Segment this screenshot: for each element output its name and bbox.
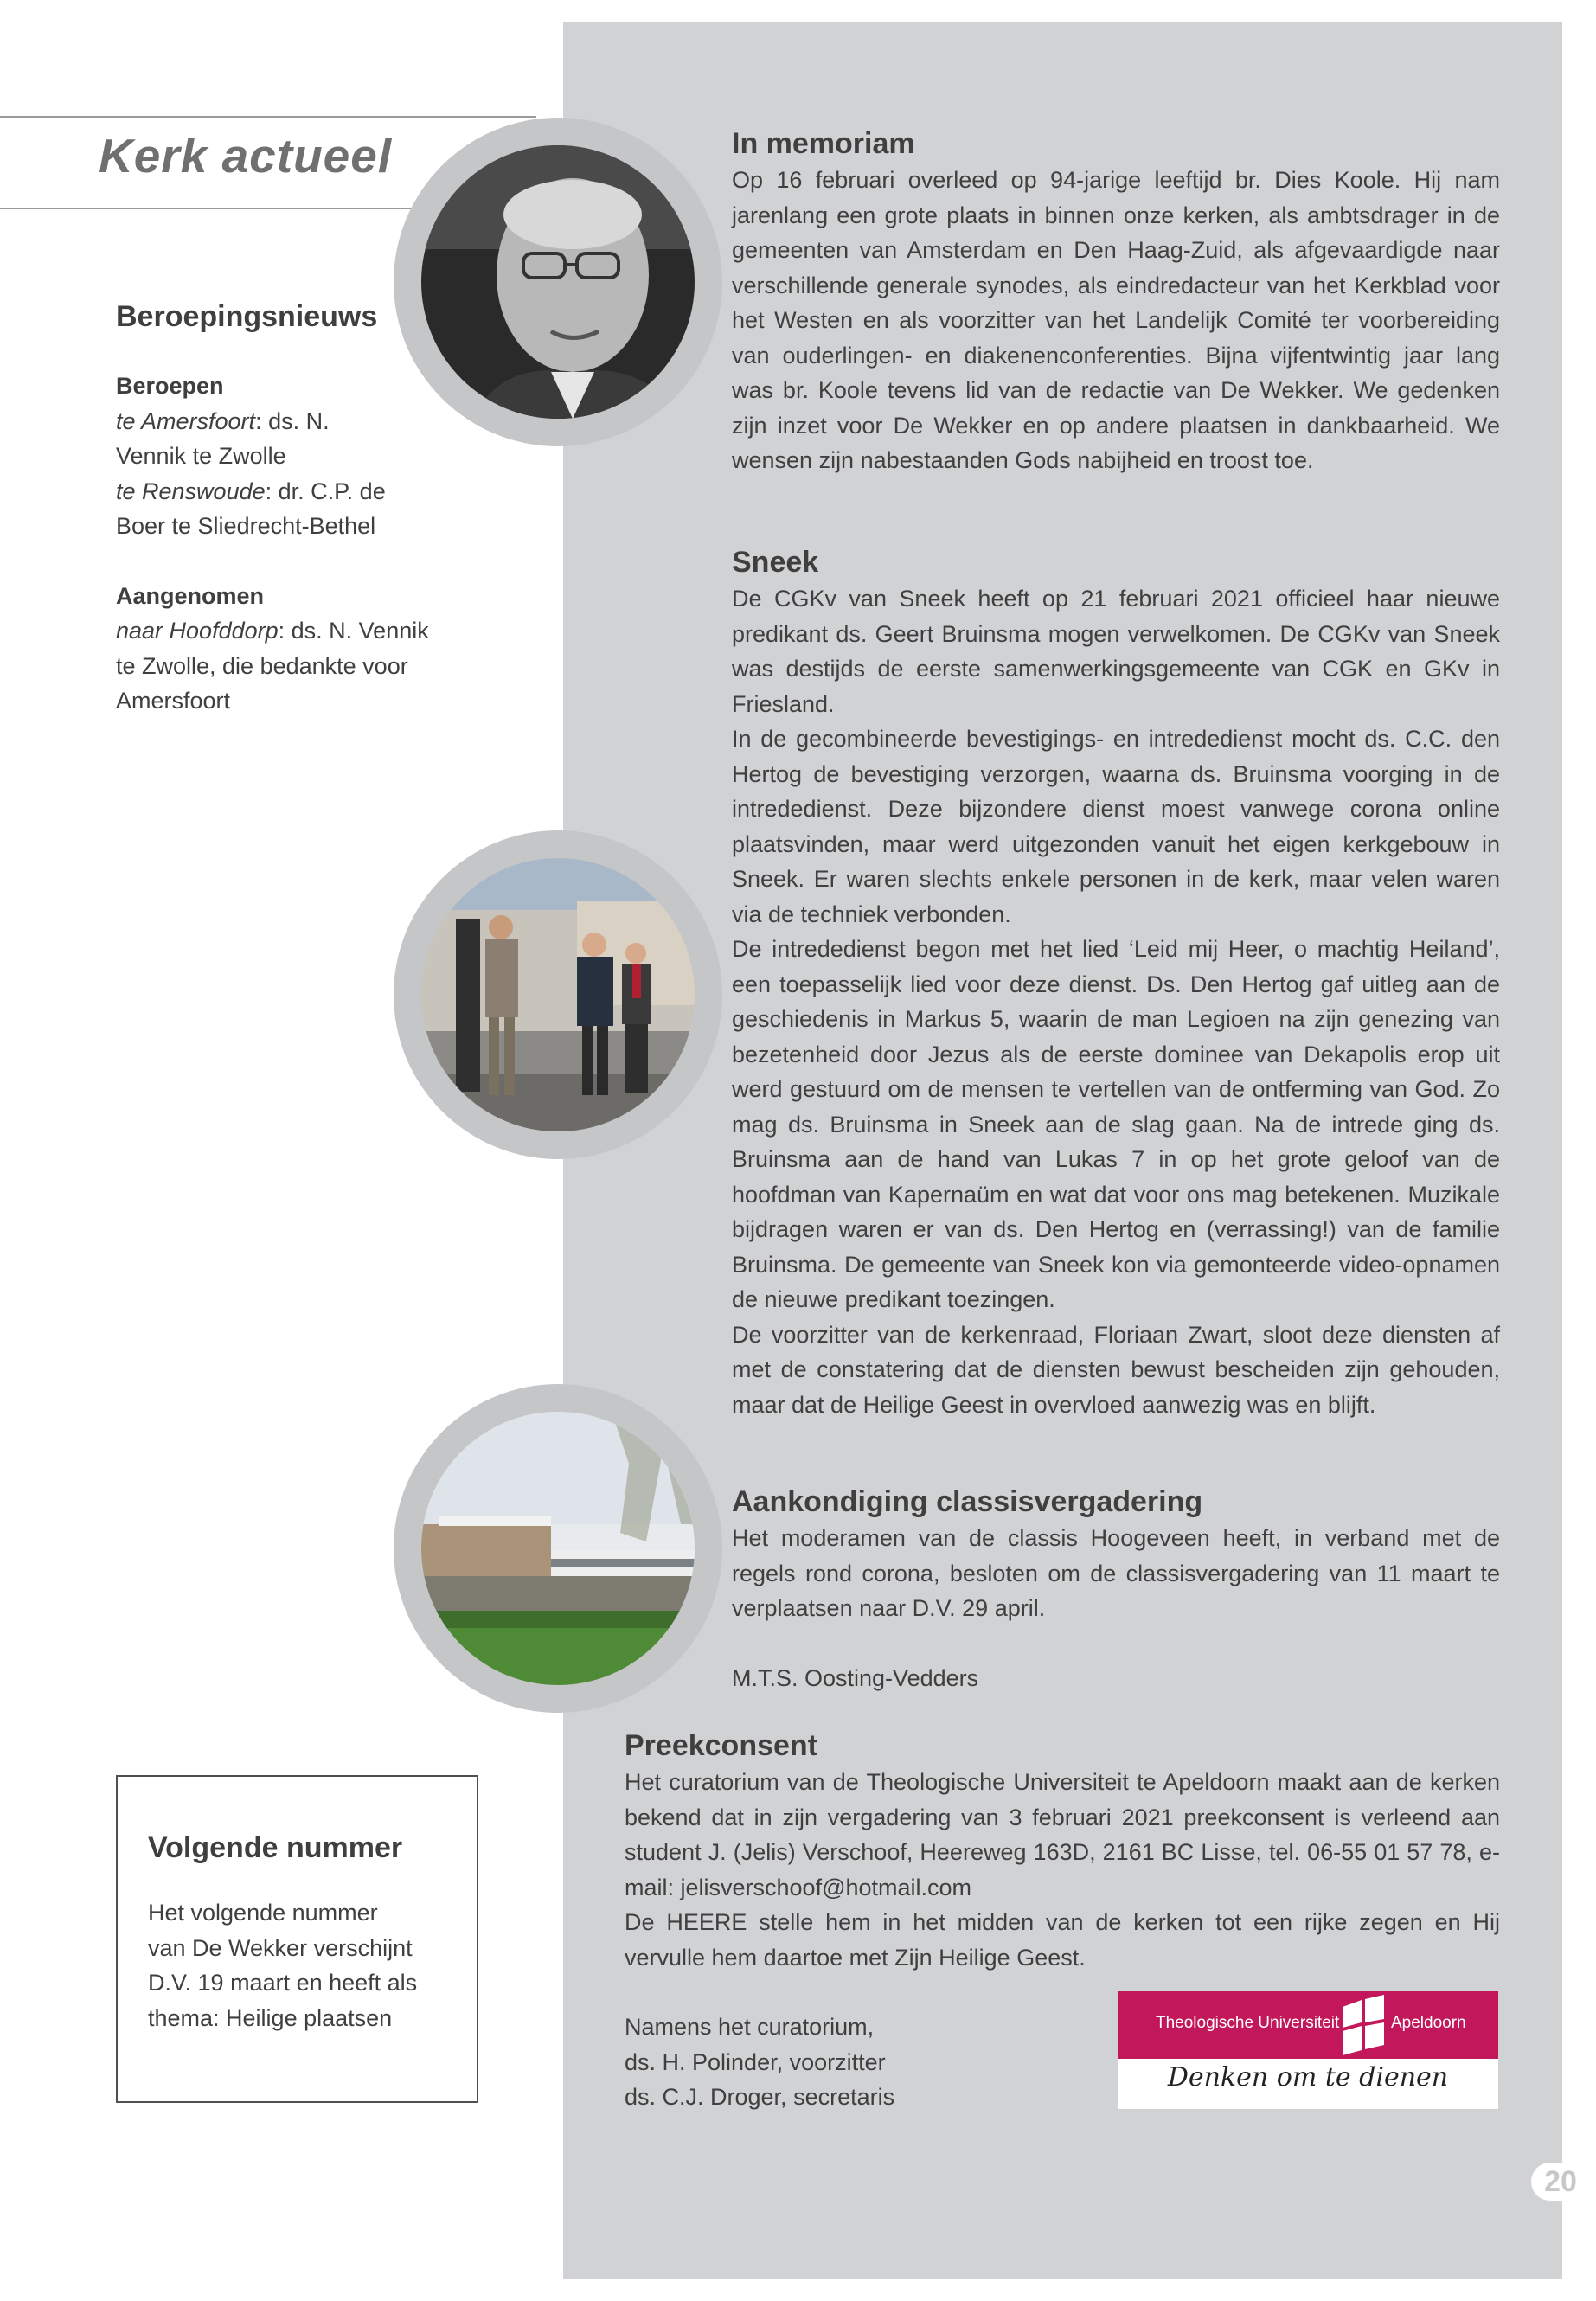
- header-rule-bottom: [0, 208, 433, 209]
- in-memoriam-body: Op 16 februari overleed op 94-jarige leeftijd br. Dies Koole. Hij nam jarenlang een grote plaats in binnen onze kerken, als ambtsdrager in de gemeenten van Amsterdam en Den Haag-Zuid, als afgevaardigde naar verschillende generale synodes, als eindredacteur van het Kerkblad voor het Westen en als voorzitter van het Landelijk Comité ter voorbereiding van ouderlingen- en diakenenconferenties. Bijna vijfentwintig jaar lang was br. Koole tevens lid van de redactie van De Wekker. We gedenken zijn inzet voor De Wekker en op andere plaatsen in dankbaarheid. We wensen zijn nabestaanden Gods nabijheid en troost toe.: [732, 167, 1500, 473]
- beroepingsnieuws-sidebar: [116, 298, 462, 719]
- church-service-photo: [421, 858, 695, 1131]
- logo-left-text: Theologische Universiteit: [1156, 2014, 1340, 2032]
- volgende-nummer-line-4: thema: Heilige plaatsen: [148, 2004, 393, 2031]
- volgende-nummer-box: [116, 1775, 478, 2103]
- aangenomen-entry-place: naar Hoofddorp: [116, 618, 279, 644]
- preekconsent-body-2: De HEERE stelle hem in het midden van de kerken tot een rijke zegen en Hij vervulle hem daartoe met Zijn Heilige Geest.: [625, 1909, 1500, 1971]
- preekconsent-sign-3: ds. C.J. Droger, secretaris: [625, 2084, 895, 2110]
- beroepen-entry-1-place: te Amersfoort: [116, 407, 256, 434]
- aangenomen-label: Aangenomen: [116, 582, 265, 609]
- in-memoriam-title: In memoriam: [732, 127, 915, 160]
- sneek-paragraph-3: De intrededienst begon met het lied ‘Leid mij Heer, o machtig Heiland’, een toepasselijk lied voor deze dienst. Ds. Den Hertog gaf uitleg aan de geschiedenis in Markus 5, waarin de man Legioen na zijn genezing van bezetenheid door Jezus als de eerste dominee van Dekapolis erop uit werd gestuurd om de mensen te vertellen van de ontferming van God. Zo mag ds. Bruinsma in Sneek aan de slag gaan. Na de intrede ging ds. Bruinsma aan de hand van Lukas 7 in op het grote geloof van de hoofdman van Kapernaüm en wat dat voor ons mag betekenen. Muzikale bijdragen waren er van ds. Den Hertog en (verrassing!) van de familie Bruinsma. De gemeente van Sneek kon via gemonteerde video-opnamen de nieuwe predikant toezingen.: [732, 936, 1500, 1312]
- logo-motto: Denken om te dienen: [1167, 2062, 1449, 2093]
- sneek-paragraph-1: De CGKv van Sneek heeft op 21 februari 2021 officieel haar nieuwe predikant ds. Geert Bruinsma mogen verwelkomen. De CGKv van Sneek was destijds de eerste samenwerkingsgemeente van CGK en GKv in Friesland.: [732, 586, 1500, 717]
- classis-body: Het moderamen van de classis Hoogeveen heeft, in verband met de regels rond corona, besloten om de classisvergadering van 11 maart te verplaatsen naar D.V. 29 april.: [732, 1525, 1500, 1621]
- article-in-memoriam: [732, 125, 1500, 478]
- portrait-photo: [421, 145, 695, 419]
- aangenomen-entry-line3: Amersfoort: [116, 688, 231, 714]
- aangenomen-entry: [116, 613, 462, 649]
- aangenomen-entry-text: : ds. N. Vennik: [278, 618, 429, 644]
- logo-banner: [1118, 1991, 1498, 2059]
- volgende-nummer-title: Volgende nummer: [148, 1831, 403, 1864]
- beroepen-entry-1-text: : ds. N.: [255, 407, 330, 434]
- building-photo: [421, 1412, 695, 1685]
- volgende-nummer-line-2: van De Wekker verschijnt: [148, 1934, 413, 1961]
- preekconsent-sign-2: ds. H. Polinder, voorzitter: [625, 2048, 886, 2075]
- church-service-photo-circle: [394, 830, 722, 1159]
- section-title: Kerk actueel: [99, 129, 393, 183]
- beroepen-label: Beroepen: [116, 373, 224, 399]
- theologische-universiteit-logo: [1118, 1991, 1498, 2109]
- beroepen-entry-2-place: te Renswoude: [116, 478, 266, 504]
- volgende-nummer-line-3: D.V. 19 maart en heeft als: [148, 1970, 418, 1996]
- volgende-nummer-line-1: Het volgende nummer: [148, 1900, 378, 1926]
- header-rule-top: [0, 116, 536, 118]
- preekconsent-title: Preekconsent: [625, 1729, 817, 1762]
- aangenomen-entry-line2: te Zwolle, die bedankte voor: [116, 652, 408, 679]
- logo-right-text: Apeldoorn: [1391, 2014, 1466, 2032]
- sneek-paragraph-4: De voorzitter van de kerkenraad, Floriaan Zwart, sloot deze diensten af met de constatering dat de diensten bewust bescheiden zijn gehouden, maar dat de Heilige Geest in overvloed aanwezig was en blijft.: [732, 1321, 1500, 1418]
- article-sneek: [732, 543, 1500, 1422]
- preekconsent-body: Het curatorium van de Theologische Universiteit te Apeldoorn maakt aan de kerken bekend dat in zijn vergadering van 3 februari 2021 preekconsent is verleend aan student J. (Jelis) Verschoof, Heereweg 163D, 2161 BC Lisse, tel. 06-55 01 57 78, e-mail: jelisverschoof@hotmail.com: [625, 1769, 1500, 1900]
- page-number: 20: [1531, 2163, 1590, 2201]
- article-classisvergadering: [732, 1483, 1500, 1695]
- building-photo-circle: [394, 1384, 722, 1713]
- preekconsent-sign-1: Namens het curatorium,: [625, 2014, 875, 2040]
- sneek-paragraph-2: In de gecombineerde bevestigings- en intrededienst mocht ds. C.C. den Hertog de bevestiging verzorgen, waarna ds. Bruinsma voorging in de intrededienst. Deze bijzondere dienst moest vanwege corona online plaatsvinden, maar werd uitgezonden vanuit het eigen kerkgebouw in Sneek. Er waren slechts enkele personen in de kerk, maar velen waren via de techniek verbonden.: [732, 726, 1500, 927]
- beroepen-entry-2-line2: Boer te Sliedrecht-Bethel: [116, 513, 376, 539]
- beroepen-entry-2: [116, 474, 462, 510]
- beroepingsnieuws-heading: Beroepingsnieuws: [116, 300, 378, 333]
- beroepen-entry-2-text: : dr. C.P. de: [265, 478, 386, 504]
- beroepen-entry-1: [116, 404, 462, 439]
- sneek-title: Sneek: [732, 546, 819, 579]
- logo-cross-icon: [1337, 1995, 1389, 2055]
- beroepen-entry-1-line2: Vennik te Zwolle: [116, 443, 286, 469]
- classis-signature: M.T.S. Oosting-Vedders: [732, 1664, 979, 1691]
- classis-title: Aankondiging classisvergadering: [732, 1485, 1203, 1518]
